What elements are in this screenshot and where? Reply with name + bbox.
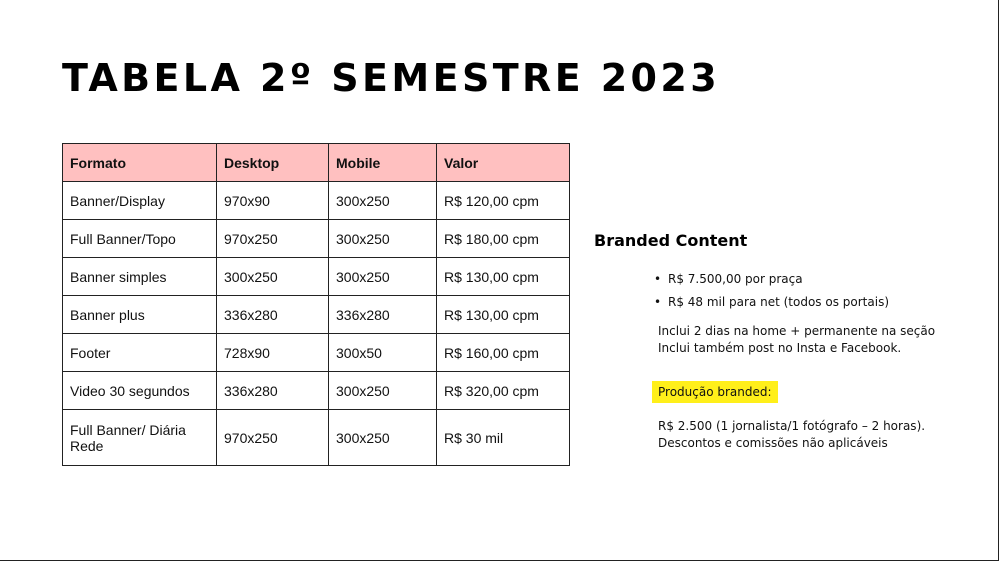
cell-mobile: 300x250 <box>329 372 437 410</box>
table-row <box>63 410 570 466</box>
page-title: TABELA 2º SEMESTRE 2023 <box>62 56 721 100</box>
cell-valor: R$ 130,00 cpm <box>437 296 570 334</box>
note-line: Inclui também post no Insta e Facebook. <box>658 341 902 355</box>
cell-formato: Full Banner/ Diária Rede <box>63 410 217 466</box>
cell-formato: Banner simples <box>63 258 217 296</box>
cell-valor: R$ 120,00 cpm <box>437 182 570 220</box>
cell-desktop: 300x250 <box>217 258 329 296</box>
cell-mobile: 300x250 <box>329 258 437 296</box>
cell-valor: R$ 180,00 cpm <box>437 220 570 258</box>
production-details <box>658 418 925 452</box>
cell-valor: R$ 30 mil <box>437 410 570 466</box>
header-valor: Valor <box>437 144 570 182</box>
cell-mobile: 300x250 <box>329 182 437 220</box>
note-line: Inclui 2 dias na home + permanente na seção <box>658 324 936 338</box>
production-label-colon: : <box>767 385 772 399</box>
header-desktop: Desktop <box>217 144 329 182</box>
list-item: • R$ 7.500,00 por praça <box>654 268 889 291</box>
header-formato: Formato <box>63 144 217 182</box>
pricing-table <box>62 143 570 466</box>
branded-content-title: Branded Content <box>594 231 748 250</box>
branded-price-list <box>654 268 889 314</box>
cell-valor: R$ 320,00 cpm <box>437 372 570 410</box>
cell-valor: R$ 160,00 cpm <box>437 334 570 372</box>
table-row <box>63 296 570 334</box>
table-row <box>63 372 570 410</box>
cell-mobile: 300x50 <box>329 334 437 372</box>
table-row <box>63 182 570 220</box>
branded-content-section <box>594 231 994 450</box>
production-label-text: Produção branded <box>658 385 768 399</box>
table-row <box>63 334 570 372</box>
cell-mobile: 300x250 <box>329 410 437 466</box>
cell-formato: Footer <box>63 334 217 372</box>
production-branded-label <box>652 381 778 403</box>
production-line: Descontos e comissões não aplicáveis <box>658 436 888 450</box>
branded-note <box>658 323 935 357</box>
header-mobile: Mobile <box>329 144 437 182</box>
cell-formato: Banner/Display <box>63 182 217 220</box>
cell-desktop: 970x90 <box>217 182 329 220</box>
cell-mobile: 300x250 <box>329 220 437 258</box>
cell-valor: R$ 130,00 cpm <box>437 258 570 296</box>
cell-desktop: 970x250 <box>217 410 329 466</box>
table-header-row <box>63 144 570 182</box>
cell-formato: Full Banner/Topo <box>63 220 217 258</box>
cell-desktop: 728x90 <box>217 334 329 372</box>
production-line: R$ 2.500 (1 jornalista/1 fotógrafo – 2 horas). <box>658 419 926 433</box>
cell-desktop: 336x280 <box>217 296 329 334</box>
cell-mobile: 336x280 <box>329 296 437 334</box>
cell-formato: Banner plus <box>63 296 217 334</box>
cell-desktop: 336x280 <box>217 372 329 410</box>
table-row <box>63 220 570 258</box>
cell-desktop: 970x250 <box>217 220 329 258</box>
table-row <box>63 258 570 296</box>
list-item: • R$ 48 mil para net (todos os portais) <box>654 291 889 314</box>
cell-formato: Video 30 segundos <box>63 372 217 410</box>
